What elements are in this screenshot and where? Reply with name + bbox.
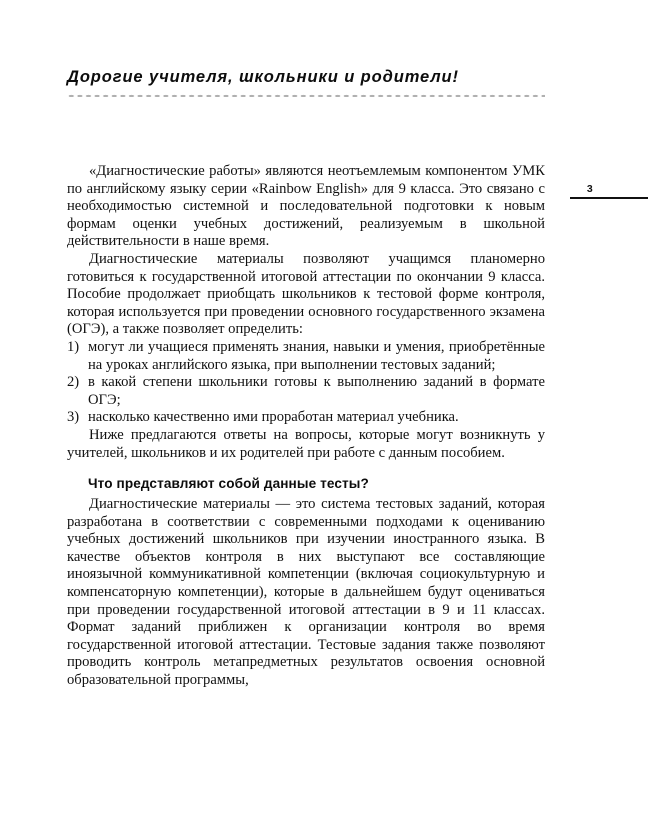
list-item-text: могут ли учащиеся применять знания, навыки и умения, приобретённые на уроках английского языка, при выполнении тестовых заданий; [88, 338, 545, 373]
paragraph-4: Диагностические материалы — это система тестовых заданий, которая разработана в соответствии с современными подходами к оцениванию учебных достижений школьников при изучении иностранного языка. В качестве объектов контроля в них выступают все составляющие иноязычной коммуникативной компетенции (включая социокультурную и компенсаторную компетенции), которые в дальнейшем будут оцениваться при проведении государственной итоговой аттестации в 9 и 11 классах. Формат заданий приближен к организации контроля во время государственной итоговой аттестации. Тестовые задания также позволяют проводить контроль метапредметных результатов освоения основной образовательной программы, [67, 496, 545, 689]
list-item-marker: 2) [67, 374, 80, 391]
list-item-text: насколько качественно ими проработан материал учебника. [88, 409, 459, 426]
folio [570, 183, 648, 199]
title-dotted-divider [67, 93, 545, 97]
list-item [67, 339, 545, 374]
numbered-list [67, 339, 545, 427]
list-item-marker: 3) [67, 409, 80, 426]
page-number: 3 [586, 183, 594, 195]
folio-rule [570, 197, 648, 199]
list-item [67, 409, 545, 427]
list-item-marker: 1) [67, 338, 80, 355]
section-heading-what-are-these-tests: Что представляют собой данные тесты? [88, 476, 369, 492]
text-column [67, 163, 545, 690]
list-item [67, 374, 545, 409]
paragraph-1: «Диагностические работы» являются неотъемлемым компонентом УМК по английскому языку серии «Rainbow English» для 9 класса. Это связано с необходимостью системной и последовательной подготовки к новым формам оценки учебных достижений, реализуемым в школьной действительности в наше время. [67, 163, 545, 250]
page-title: Дорогие учителя, школьники и родители! [67, 68, 459, 87]
paragraph-3: Ниже предлагаются ответы на вопросы, которые могут возникнуть у учителей, школьников и их родителей при работе с данным пособием. [67, 426, 545, 461]
paragraph-2: Диагностические материалы позволяют учащимся планомерно готовиться к государственной итоговой аттестации по окончании 9 класса. Пособие продолжает приобщать школьников к тестовой форме контроля, которая используется при проведении основного государственного экзамена (ОГЭ), а также позволяет определить: [67, 250, 545, 338]
list-item-text: в какой степени школьники готовы к выполнению заданий в формате ОГЭ; [88, 374, 545, 408]
